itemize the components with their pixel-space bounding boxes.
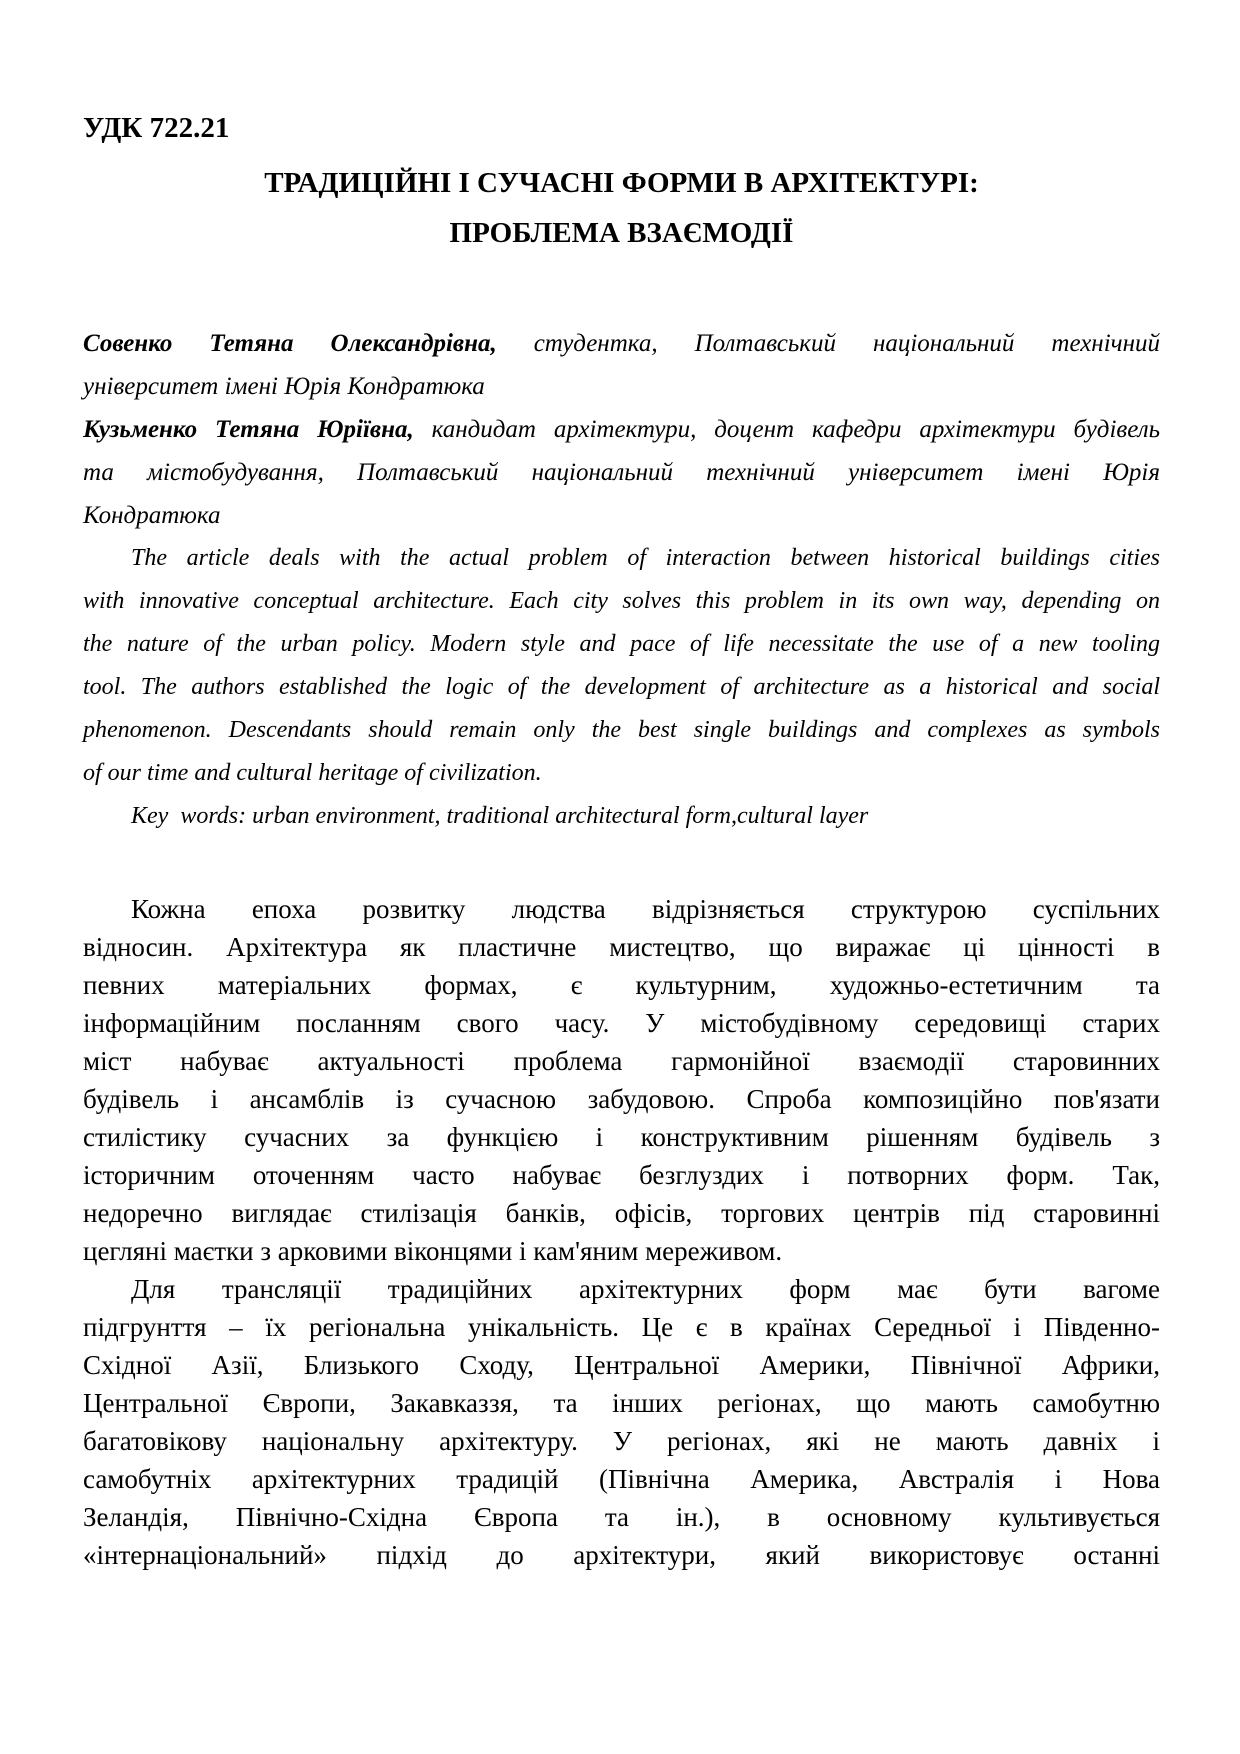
body-line: підгрунття – їх регіональна унікальність. Це є в країнах Середньої і Південно- <box>83 1312 1160 1342</box>
body-line: «інтернаціональний» підхід до архітектури, який використовує останні <box>83 1540 1160 1570</box>
author-line <box>83 365 1160 408</box>
abstract-line: The article deals with the actual problem of interaction between historical buildings cities <box>131 545 1160 571</box>
body-line: відносин. Архітектура як пластичне мистецтво, що виражає ці цінності в <box>83 932 1160 962</box>
body-line: певних матеріальних формах, є культурним, художньо-естетичним та <box>83 970 1160 1000</box>
author-affiliation: університет імені Юрія Кондратюка <box>83 373 485 400</box>
author-name: Кузьменко Тетяна Юріївна, <box>83 416 414 443</box>
body-line: стилістику сучасних за функцією і конструктивним рішенням будівель з <box>83 1122 1160 1152</box>
authors-block <box>83 322 1160 537</box>
abstract-line: of our time and cultural heritage of civilization. <box>83 760 542 786</box>
author-line <box>83 451 1160 494</box>
body-paragraph-2 <box>83 1270 1160 1574</box>
body-line: Для трансляції традиційних архітектурних форм має бути вагоме <box>131 1274 1160 1304</box>
abstract-line: phenomenon. Descendants should remain only the best single buildings and complexes as symbols <box>83 717 1160 743</box>
body-line: міст набуває актуальності проблема гармонійної взаємодії старовинних <box>83 1046 1160 1076</box>
body-line: багатовікову національну архітектуру. У регіонах, які не мають давніх і <box>83 1426 1160 1456</box>
abstract-line: the nature of the urban policy. Modern style and pace of life necessitate the use of a new tooling <box>83 631 1160 657</box>
article-title-line-1: ТРАДИЦІЙНІ І СУЧАСНІ ФОРМИ В АРХІТЕКТУРІ: <box>264 167 979 199</box>
author-affiliation: кандидат архітектури, доцент кафедри архітектури будівель <box>413 416 1160 443</box>
article-title <box>83 158 1160 258</box>
udc-code: УДК 722.21 <box>83 112 230 144</box>
article-title-line-2: ПРОБЛЕМА ВЗАЄМОДІЇ <box>449 217 794 249</box>
author-affiliation: та містобудування, Полтавський національний технічний університет імені Юрія <box>83 459 1160 486</box>
author-name: Совенко Тетяна Олександрівна, <box>83 330 497 357</box>
author-line <box>83 322 1160 365</box>
body-line: інформаційним посланням свого часу. У містобудівному середовищі старих <box>83 1008 1160 1038</box>
body-line: цегляні маєтки з арковими віконцями і кам'яним мереживом. <box>83 1236 783 1266</box>
author-line <box>83 494 1160 537</box>
author-affiliation: студентка, Полтавський національний технічний <box>496 330 1160 357</box>
abstract-block <box>83 537 1160 838</box>
body-line: самобутніх архітектурних традицій (Північна Америка, Австралія і Нова <box>83 1464 1160 1494</box>
body-line: Східної Азії, Близького Сходу, Центральної Америки, Північної Африки, <box>83 1350 1160 1380</box>
body-paragraph-1 <box>83 890 1160 1270</box>
article-body <box>83 890 1160 1574</box>
body-line: Зеландія, Північно-Східна Європа та ін.), в основному культивується <box>83 1502 1160 1532</box>
author-affiliation: Кондратюка <box>83 502 221 529</box>
body-line: недоречно виглядає стилізація банків, офісів, торгових центрів під старовинні <box>83 1198 1160 1228</box>
author-line <box>83 408 1160 451</box>
body-line: історичним оточенням часто набуває безглуздих і потворних форм. Так, <box>83 1160 1160 1190</box>
abstract-line: with innovative conceptual architecture. Each city solves this problem in its own way, depending on <box>83 588 1160 614</box>
body-line: Кожна епоха розвитку людства відрізняється структурою суспільних <box>131 894 1160 924</box>
keywords-line: Key words: urban environment, traditional architectural form,cultural layer <box>131 803 869 829</box>
abstract-line: tool. The authors established the logic of the development of architecture as a historical and social <box>83 674 1160 700</box>
document-page <box>83 108 1160 1574</box>
body-line: будівель і ансамблів із сучасною забудовою. Спроба композиційно пов'язати <box>83 1084 1160 1114</box>
body-line: Центральної Європи, Закавказзя, та інших регіонах, що мають самобутню <box>83 1388 1160 1418</box>
